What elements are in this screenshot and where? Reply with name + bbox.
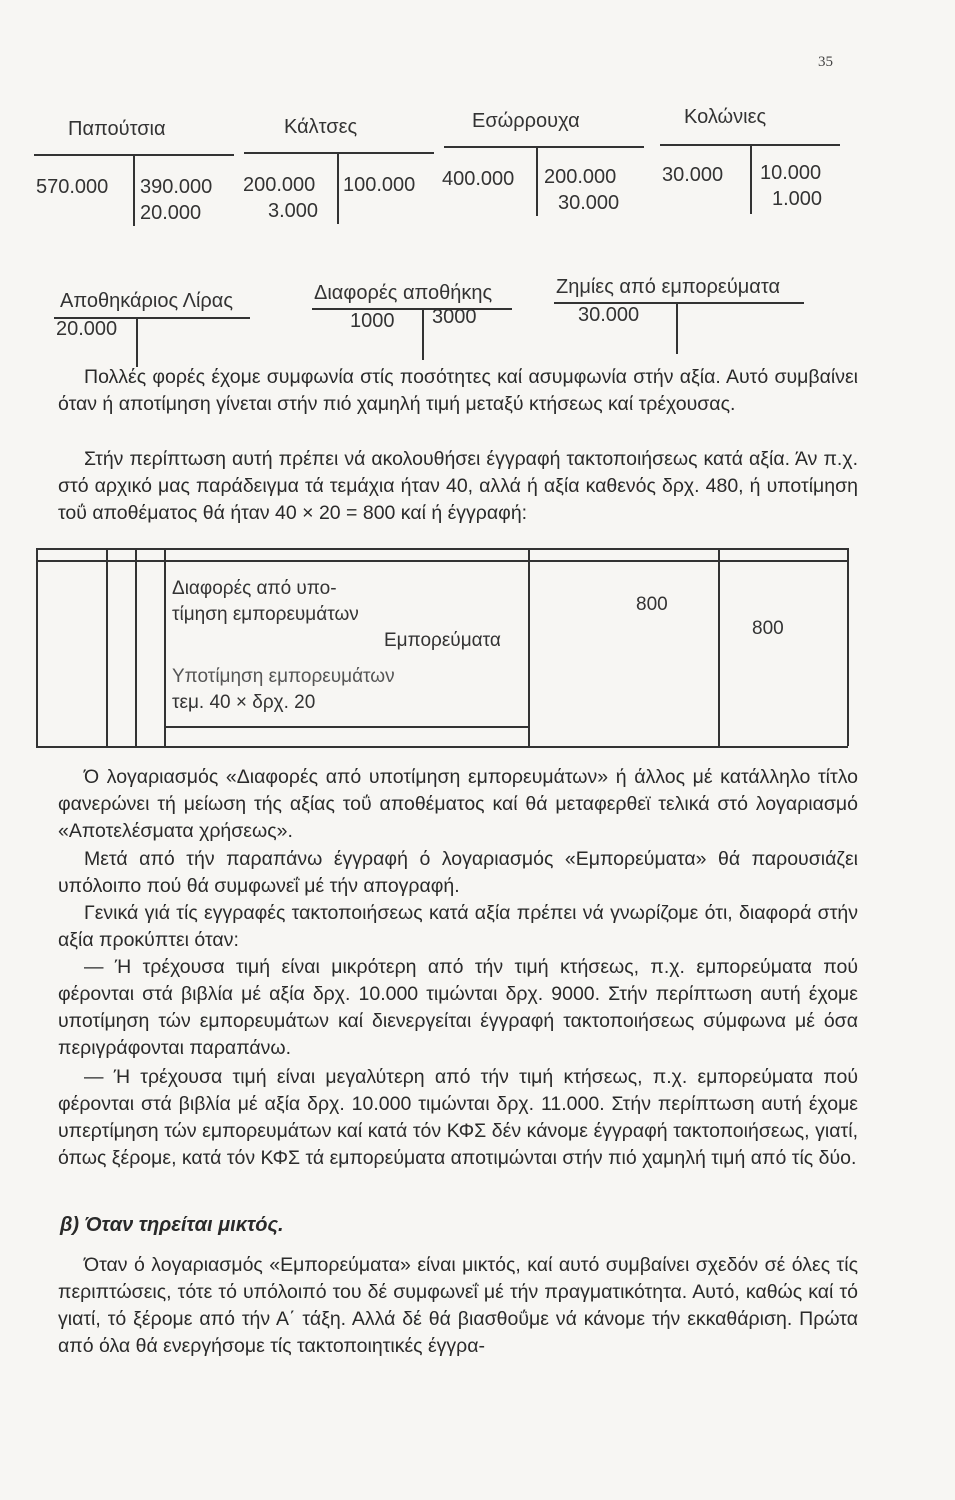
paragraph-2	[58, 446, 858, 527]
credit-value: 390.000	[140, 176, 213, 198]
journal-debit-amount: 800	[636, 594, 668, 615]
t-account-title: Παπούτσια	[68, 118, 166, 140]
debit-value: 570.000	[36, 176, 109, 198]
t-account-rule	[312, 308, 512, 310]
journal-bottom-rule	[36, 746, 848, 748]
t-account-title: Κάλτσες	[284, 116, 358, 138]
journal-credit-account: Εμπορεύματα	[384, 630, 501, 651]
paragraph-5	[58, 900, 858, 954]
debit-value: 30.000	[662, 164, 724, 186]
journal-col-line	[718, 548, 720, 746]
paragraph-6	[58, 954, 858, 1062]
journal-description-line1: Υποτίμηση εμπορευμάτων	[172, 666, 395, 687]
credit-value: 20.000	[140, 202, 202, 224]
section-heading: β) Όταν τηρείται μικτός.	[60, 1214, 284, 1236]
credit-value: 100.000	[343, 174, 416, 196]
t-account-divider	[337, 152, 339, 224]
credit-value: 3000	[432, 306, 477, 328]
journal-col-line	[164, 548, 166, 746]
journal-col-line	[135, 548, 137, 746]
debit-value: 200.000	[243, 174, 316, 196]
t-account-rule	[444, 146, 644, 148]
paragraph-1	[58, 364, 858, 418]
debit-value: 1000	[350, 310, 395, 332]
paragraph-text: — Ή τρέχουσα τιμή είναι μεγαλύτερη από τήν τιμή κτήσεως, π.χ. εμπορεύματα πού φέρονται στά βιβλία μέ αξία δρχ. 10.000 τιμώνται δρχ. 11.000. Στήν περίπτωση αυτή έχομε υπερτίμηση τών εμπορευμάτων καί κατά τόν ΚΦΣ δέν κάνομε έγγραφή τακτοποιήσεως, γιατί, όπως ξέρομε, κατά τόν ΚΦΣ τά εμπορεύματα αποτιμώνται στήν πιό χαμηλή τιμή από τίς δύο.	[58, 1066, 858, 1169]
journal-col-line	[106, 548, 108, 746]
t-account-divider	[750, 144, 752, 214]
paragraph-text: Πολλές φορές έχομε συμφωνία στίς ποσότητες καί ασυμφωνία στήν αξία. Αυτό συμβαίνει όταν ή αποτίμηση γίνεται στήν πιό χαμηλή τιμή μεταξύ κτήσεως καί τρέχουσας.	[58, 366, 858, 415]
journal-top-rule	[36, 548, 848, 550]
journal-col-line	[847, 548, 849, 746]
page-number: 35	[818, 54, 833, 70]
journal-debit-account-line2: τίμηση εμπορευμάτων	[172, 604, 359, 625]
journal-col-line	[36, 548, 38, 746]
t-account-divider	[676, 302, 678, 354]
debit-value: 3.000	[268, 200, 319, 222]
credit-value: 30.000	[558, 192, 620, 214]
credit-value: 10.000	[760, 162, 822, 184]
journal-top-rule-2	[36, 560, 848, 562]
debit-value: 30.000	[578, 304, 640, 326]
paragraph-3	[58, 764, 858, 845]
paragraph-text: — Ή τρέχουσα τιμή είναι μικρότερη από τήν τιμή κτήσεως, π.χ. εμπορεύματα πού φέρονται στά βιβλία μέ αξία δρχ. 10.000 τιμώνται δρχ. 9000. Στήν περίπτωση αυτή έχομε υποτίμηση τών εμπορευμάτων καί διενεργείται έγγραφή τακτοποιήσεως σύμφωνα μέ όσα περιγράφονται παραπάνω.	[58, 956, 858, 1059]
paragraph-7	[58, 1064, 858, 1172]
t-account-title: Εσώρρουχα	[472, 110, 580, 132]
paragraph-text: Γενικά γιά τίς εγγραφές τακτοποιήσεως κατά αξία πρέπει νά γνωρίζομε ότι, διαφορά στήν αξία προκύπτει όταν:	[58, 902, 858, 951]
t-account-title: Διαφορές αποθήκης	[314, 282, 493, 304]
paragraph-text: Ό λογαριασμός «Διαφορές από υποτίμηση εμπορευμάτων» ή άλλος μέ κατάλληλο τίτλο φανερώνει τή μείωση τής αξίας τοΰ αποθέματος καί θά μεταφερθεϊ τελικά στό λογαριασμό «Αποτελέσματα χρήσεως».	[58, 766, 858, 842]
journal-desc-rule	[164, 726, 528, 728]
paragraph-8	[58, 1252, 858, 1360]
journal-col-line	[528, 548, 530, 746]
debit-value: 20.000	[56, 318, 118, 340]
paragraph-text: Στήν περίπτωση αυτή πρέπει νά ακολουθήσει έγγραφή τακτοποιήσεως κατά αξία. Άν π.χ. στό αρχικό μας παράδειγμα τά τεμάχια ήταν 40, αλλά ή αξία καθενός δρχ. 480, ή υποτίμηση τοΰ αποθέματος θά ήταν 40 × 20 = 800 καί ή έγγραφή:	[58, 448, 858, 524]
journal-description-line2: τεμ. 40 × δρχ. 20	[172, 692, 316, 713]
paragraph-4	[58, 846, 858, 900]
t-account-divider	[536, 146, 538, 216]
t-account-divider	[133, 154, 135, 226]
credit-value: 200.000	[544, 166, 617, 188]
t-account-title: Ζημίες από εμπορεύματα	[556, 276, 781, 298]
paragraph-text: Μετά από τήν παραπάνω έγγραφή ό λογαριασμός «Εμπορεύματα» θά παρουσιάζει υπόλοιπο πού θά συμφωνεΐ μέ τήν απογραφή.	[58, 848, 858, 897]
t-account-divider	[422, 308, 424, 360]
t-account-rule	[244, 152, 434, 154]
journal-credit-amount: 800	[752, 618, 784, 639]
journal-debit-account-line1: Διαφορές από υπο-	[172, 578, 337, 599]
paragraph-text: Όταν ό λογαριασμός «Εμπορεύματα» είναι μικτός, καί αυτό συμβαίνει σχεδόν σέ όλες τίς περιπτώσεις, τότε τό υπόλοιπό του δέ συμφωνεΐ μέ τήν πραγματικότητα. Αυτό, καθώς καί τό γιατί, τό ξέρομε από τήν Α΄ τάξη. Αλλά δέ θά βιασθοΰμε νά κάνομε τήν εκκαθάριση. Πρώτα από όλα θά ενεργήσομε τίς τακτοποιητικές έγγρα-	[58, 1254, 858, 1357]
t-account-title: Κολώνιες	[684, 106, 767, 128]
t-account-divider	[136, 317, 138, 367]
debit-value: 400.000	[442, 168, 515, 190]
t-account-title: Αποθηκάριος Λίρας	[60, 290, 233, 312]
credit-value: 1.000	[772, 188, 823, 210]
